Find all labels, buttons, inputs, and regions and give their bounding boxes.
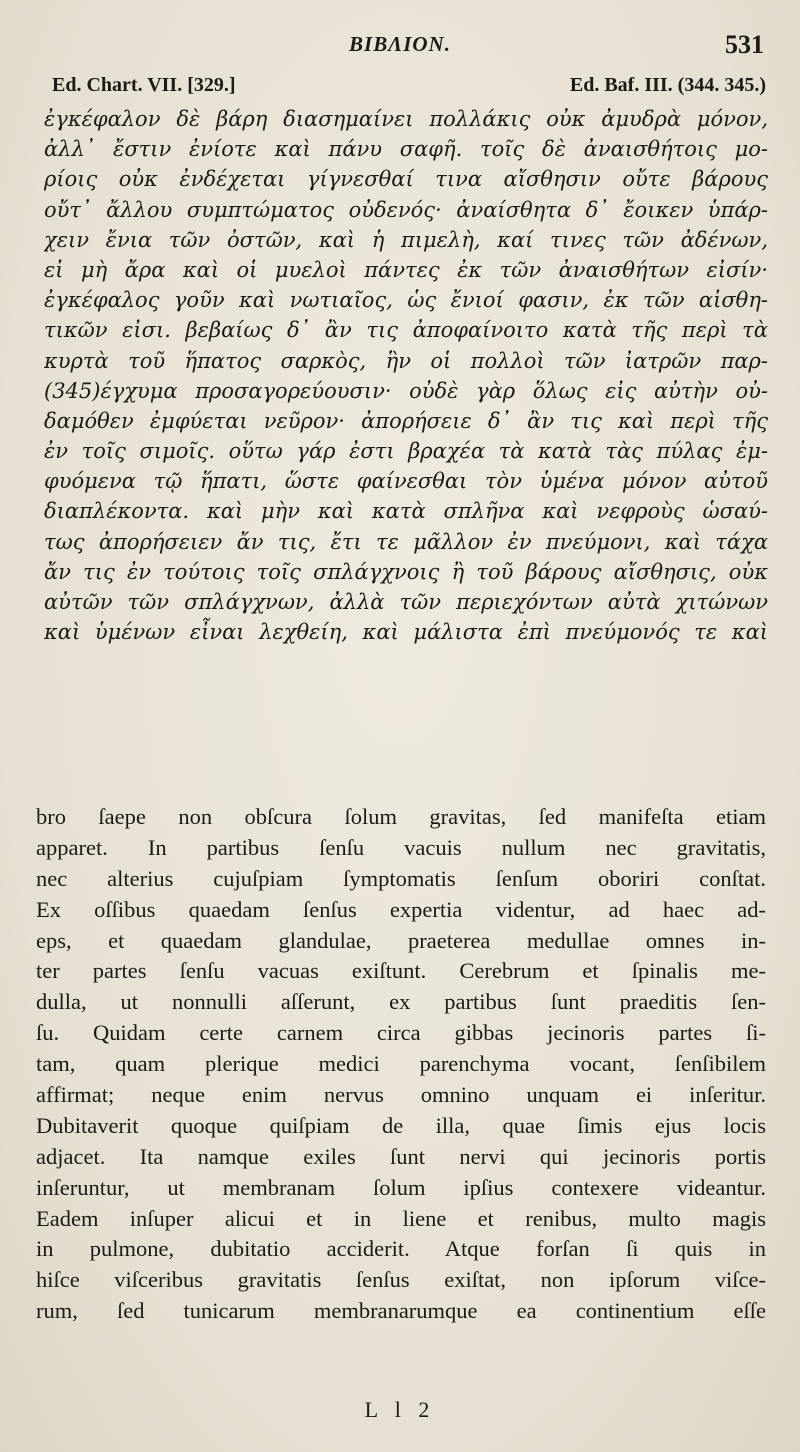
latin-text-line: Eadem inſuper alicui et in liene et renibus, multo magis bbox=[36, 1205, 766, 1231]
greek-text-line: τως ἀπορήσειεν ἄν τις, ἔτι τε μᾶλλον ἐν πνεύμονι, καὶ τάχα bbox=[44, 529, 768, 554]
running-head bbox=[0, 30, 800, 64]
latin-text-line: Ex oſſibus quaedam ſenſus expertia videntur, ad haec ad- bbox=[36, 896, 766, 922]
edition-basel: Ed. Baf. III. (344. 345.) bbox=[569, 74, 766, 96]
greek-text-line: ἄν τις ἐν τούτοις τοῖς σπλάγχνοις ἢ τοῦ βάρους αἴσθησις, οὐκ bbox=[44, 559, 768, 584]
greek-text-line: αὐτῶν τῶν σπλάγχνων, ἀλλὰ τῶν περιεχόντων αὐτὰ χιτώνων bbox=[44, 590, 768, 614]
greek-text-line: (345)έγχυμα προσαγορεύουσιν· οὐδὲ γὰρ ὅλως εἰς αὐτὴν οὐ- bbox=[44, 378, 768, 403]
edition-references bbox=[44, 74, 766, 102]
latin-text-line: adjacet. Ita namque exiles ſunt nervi qui jecinoris portis bbox=[36, 1143, 766, 1169]
latin-text-line: bro ſaepe non obſcura ſolum gravitas, ſed manifeſta etiam bbox=[36, 804, 766, 829]
greek-text-line: χειν ἔνια τῶν ὀστῶν, καὶ ἡ πιμελὴ, καί τινες τῶν ἀδένων, bbox=[44, 227, 768, 252]
greek-text-line: ἐν τοῖς σιμοῖς. οὕτω γάρ ἐστι βραχέα τὰ κατὰ τὰς πύλας ἐμ- bbox=[44, 439, 768, 464]
latin-text-line: Dubitaverit quoque quiſpiam de illa, quae ſimis ejus locis bbox=[36, 1112, 766, 1138]
latin-text-line: eps, et quaedam glandulae, praeterea medullae omnes in- bbox=[36, 927, 766, 953]
latin-text-block bbox=[36, 802, 766, 1327]
latin-text-line: hiſce viſceribus gravitatis ſenſus exiſtat, non ipſorum viſce- bbox=[36, 1267, 766, 1293]
greek-text-line: εἰ μὴ ἄρα καὶ οἱ μυελοὶ πάντες ἐκ τῶν ἀναισθήτων εἰσίν· bbox=[44, 257, 768, 282]
greek-text-line: ρίοις οὐκ ἐνδέχεται γίγνεσθαί τινα αἴσθησιν οὔτε βάρους bbox=[44, 167, 768, 192]
latin-text-line: affirmat; neque enim nervus omnino unquam ei inſeritur. bbox=[36, 1082, 766, 1108]
page-number: 531 bbox=[725, 30, 764, 59]
latin-text-line: tam, quam plerique medici parenchyma vocant, ſenſibilem bbox=[36, 1051, 766, 1077]
latin-text-line: rum, ſed tunicarum membranarumque ea continentium eſſe bbox=[36, 1298, 766, 1324]
latin-text-line: ter partes ſenſu vacuas exiſtunt. Cerebrum et ſpinalis me- bbox=[36, 958, 766, 984]
greek-text-line: τικῶν εἰσι. βεβαίως δ᾽ ἂν τις ἀποφαίνοιτο κατὰ τῆς περὶ τὰ bbox=[44, 318, 768, 343]
latin-text-line: dulla, ut nonnulli aſſerunt, ex partibus ſunt praeditis ſen- bbox=[36, 989, 766, 1015]
latin-text-line: nec alterius cujuſpiam ſymptomatis ſenſum oboriri conſtat. bbox=[36, 865, 766, 891]
latin-text-line: ſu. Quidam certe carnem circa gibbas jecinoris partes ſi- bbox=[36, 1020, 766, 1046]
greek-text-line: φυόμενα τῷ ἥπατι, ὥστε φαίνεσθαι τὸν ὑμένα μόνον αὐτοῦ bbox=[44, 469, 768, 494]
greek-text-line: δαμόθεν ἐμφύεται νεῦρον· ἀπορήσειε δ᾽ ἂν τις καὶ περὶ τῆς bbox=[44, 408, 768, 433]
greek-text-line: ἐγκέφαλος γοῦν καὶ νωτιαῖος, ὡς ἔνιοί φασιν, ἐκ τῶν αἰσθη- bbox=[44, 288, 768, 313]
greek-text-line: ἀλλ᾽ ἔστιν ἐνίοτε καὶ πάνυ σαφῆ. τοῖς δὲ ἀναισθήτοις μο- bbox=[44, 137, 768, 162]
latin-text-line: apparet. In partibus ſenſu vacuis nullum nec gravitatis, bbox=[36, 834, 766, 860]
greek-text-line: διαπλέκοντα. καὶ μὴν καὶ κατὰ σπλῆνα καὶ νεφροὺς ὡσαύ- bbox=[44, 499, 768, 524]
printer-signature: L l 2 bbox=[364, 1397, 436, 1422]
greek-text-line: οὔτ᾽ ἄλλου συμπτώματος οὐδενός· ἀναίσθητα δ᾽ ἔοικεν ὑπάρ- bbox=[44, 197, 768, 222]
latin-text-line: inſeruntur, ut membranam ſolum ipſius contexere videantur. bbox=[36, 1174, 766, 1200]
edition-chartier: Ed. Chart. VII. [329.] bbox=[52, 74, 236, 96]
running-title: BIBΛΙΟΝ. bbox=[349, 32, 451, 56]
greek-text-block bbox=[44, 104, 768, 647]
greek-text-line: ἐγκέφαλον δὲ βάρη διασημαίνει πολλάκις οὐκ ἀμυδρὰ μόνον, bbox=[44, 107, 768, 131]
greek-text-line: καὶ ὑμένων εἶναι λεχθείη, καὶ μάλιστα ἐπὶ πνεύμονός τε καὶ bbox=[44, 620, 768, 645]
greek-text-line: κυρτὰ τοῦ ἥπατος σαρκὸς, ἣν οἱ πολλοὶ τῶν ἰατρῶν παρ- bbox=[44, 348, 768, 373]
latin-text-line: in pulmone, dubitatio acciderit. Atque forſan ſi quis in bbox=[36, 1236, 766, 1262]
